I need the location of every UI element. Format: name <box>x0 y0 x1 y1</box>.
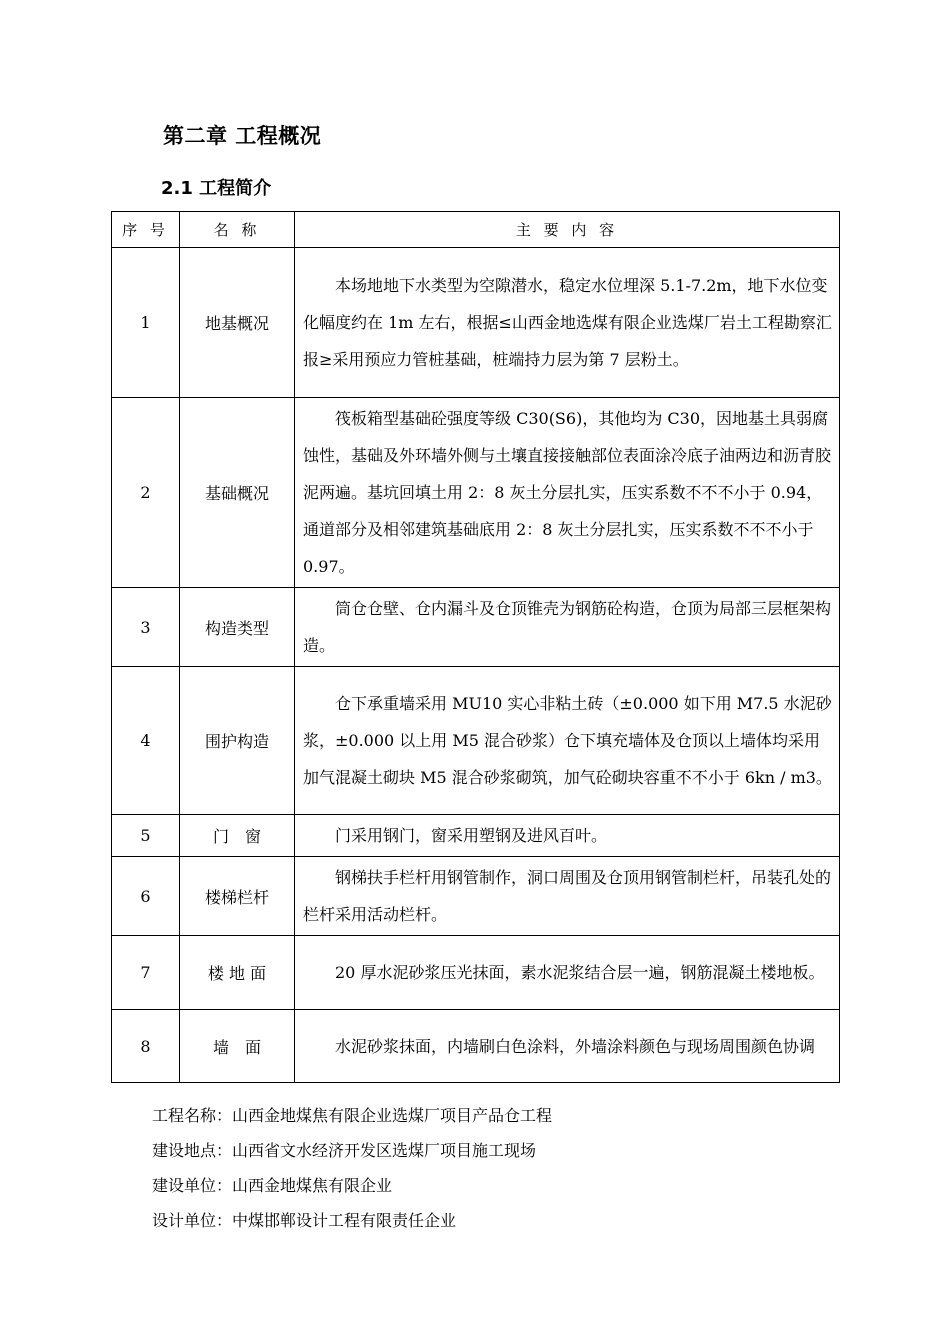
row-content-text: 仓下承重墙采用 MU10 实心非粘土砖（±0.000 如下用 M7.5 水泥砂浆，±0.000 以上用 M5 混合砂浆）仓下填充墙体及仓顶以上墙体均采用加气混凝土砌块 M5 混合砂浆砌筑，加气砼砌块容重不不小于 6kn / m3。 <box>303 694 832 787</box>
project-owner-line: 建设单位：山西金地煤焦有限企业 <box>152 1176 393 1195</box>
row-content <box>295 588 840 667</box>
row-content <box>295 248 840 398</box>
row-content <box>295 936 840 1010</box>
row-name: 构造类型 <box>180 588 295 667</box>
section-title: 2.1 工程简介 <box>161 178 272 199</box>
table-row <box>112 936 840 1010</box>
row-content <box>295 815 840 857</box>
row-index: 3 <box>112 588 180 667</box>
row-content <box>295 667 840 815</box>
row-content <box>295 857 840 936</box>
table-row <box>112 398 840 588</box>
table-row <box>112 248 840 398</box>
row-index: 1 <box>112 248 180 398</box>
project-info <box>152 1098 552 1238</box>
row-index: 2 <box>112 398 180 588</box>
row-name: 门 窗 <box>180 815 295 857</box>
header-name: 名 称 <box>180 212 295 248</box>
table-row <box>112 588 840 667</box>
row-index: 5 <box>112 815 180 857</box>
table-row <box>112 667 840 815</box>
row-content-text: 水泥砂浆抹面，内墙刷白色涂料，外墙涂料颜色与现场周围颜色协调 <box>335 1036 816 1056</box>
row-content-text: 筒仓仓壁、仓内漏斗及仓顶锥壳为钢筋砼构造，仓顶为局部三层框架构造。 <box>303 599 832 655</box>
row-content <box>295 398 840 588</box>
header-index: 序 号 <box>112 212 180 248</box>
project-overview-table <box>111 211 840 1083</box>
header-content: 主 要 内 容 <box>295 212 840 248</box>
table-header-row <box>112 212 840 248</box>
table-row <box>112 1010 840 1083</box>
row-name: 地基概况 <box>180 248 295 398</box>
project-location-line: 建设地点：山西省文水经济开发区选煤厂项目施工现场 <box>152 1141 537 1160</box>
table-row <box>112 815 840 857</box>
project-name-line: 工程名称：山西金地煤焦有限企业选煤厂项目产品仓工程 <box>152 1106 553 1125</box>
row-index: 6 <box>112 857 180 936</box>
row-content-text: 筏板箱型基础砼强度等级 C30(S6)，其他均为 C30，因地基土具弱腐蚀性，基础及外环墙外侧与土壤直接接触部位表面涂冷底子油两边和沥青胶泥两遍。基坑回填土用 2：8 灰土分层扎实，压实系数不不不小于 0.94，通道部分及相邻建筑基础底用 2：8 灰土分层扎实，压实系数不不不小于 0.97。 <box>303 409 832 576</box>
row-content-text: 本场地地下水类型为空隙潜水，稳定水位埋深 5.1-7.2m，地下水位变化幅度约在 1m 左右，根据≤山西金地选煤有限企业选煤厂岩土工程勘察汇报≥采用预应力管桩基础，桩端持力层为第 7 层粉土。 <box>303 276 832 369</box>
chapter-title: 第二章 工程概况 <box>163 124 322 148</box>
row-index: 4 <box>112 667 180 815</box>
row-name: 楼梯栏杆 <box>180 857 295 936</box>
row-name: 墙 面 <box>180 1010 295 1083</box>
row-content-text: 门采用钢门，窗采用塑钢及进风百叶。 <box>335 826 608 845</box>
row-content <box>295 1010 840 1083</box>
row-content-text: 钢梯扶手栏杆用钢管制作，洞口周围及仓顶用钢管制栏杆，吊装孔处的栏杆采用活动栏杆。 <box>303 868 832 924</box>
row-content-text: 20 厚水泥砂浆压光抹面，素水泥浆结合层一遍，钢筋混凝土楼地板。 <box>335 963 825 982</box>
row-name: 基础概况 <box>180 398 295 588</box>
row-name: 楼 地 面 <box>180 936 295 1010</box>
row-name: 围护构造 <box>180 667 295 815</box>
row-index: 7 <box>112 936 180 1010</box>
project-designer-line: 设计单位：中煤邯郸设计工程有限责任企业 <box>152 1211 457 1230</box>
row-index: 8 <box>112 1010 180 1083</box>
table-row <box>112 857 840 936</box>
